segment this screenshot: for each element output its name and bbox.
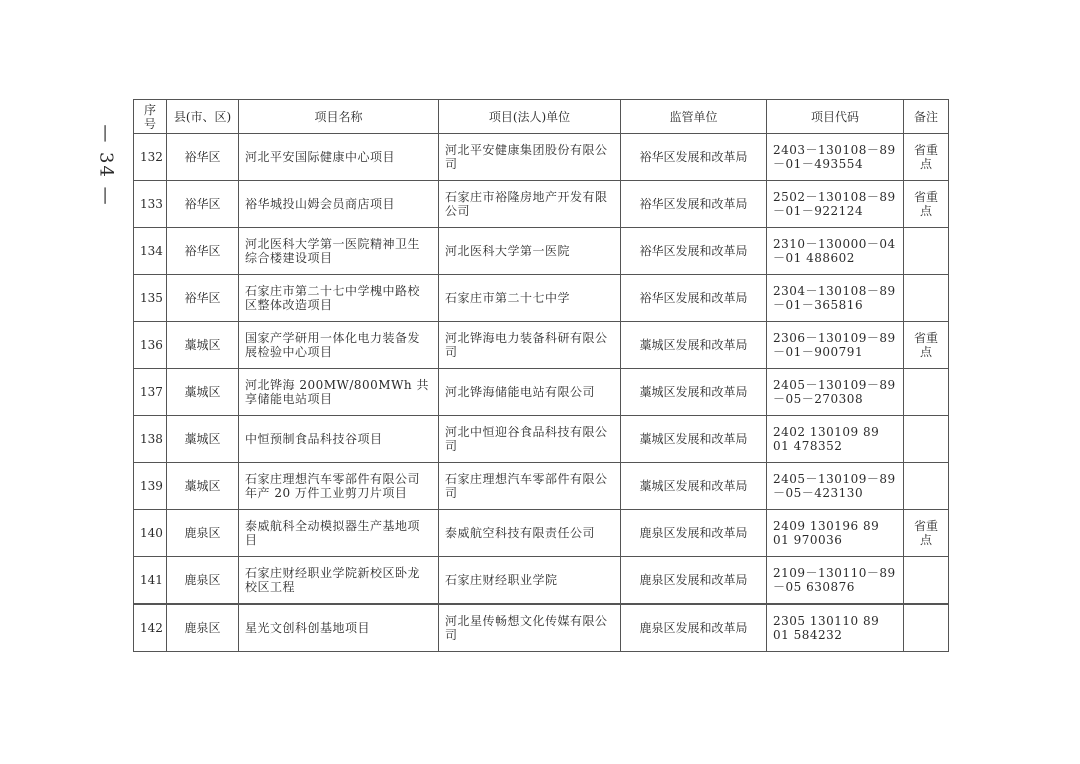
cell-serial: 135 xyxy=(134,275,167,322)
cell-county: 裕华区 xyxy=(167,134,239,181)
cell-project-code: 2305 130110 89 01 584232 xyxy=(767,604,904,652)
cell-supervisor: 裕华区发展和改革局 xyxy=(621,134,767,181)
cell-county: 鹿泉区 xyxy=(167,604,239,652)
cell-legal-unit: 石家庄市裕隆房地产开发有限公司 xyxy=(439,181,621,228)
cell-supervisor: 藁城区发展和改革局 xyxy=(621,416,767,463)
cell-legal-unit: 河北铧海电力装备科研有限公司 xyxy=(439,322,621,369)
cell-project-name: 裕华城投山姆会员商店项目 xyxy=(239,181,439,228)
cell-project-name: 泰威航科全动模拟器生产基地项目 xyxy=(239,510,439,557)
cell-note xyxy=(904,463,949,510)
cell-legal-unit: 石家庄市第二十七中学 xyxy=(439,275,621,322)
cell-note: 省重点 xyxy=(904,134,949,181)
cell-legal-unit: 河北铧海储能电站有限公司 xyxy=(439,369,621,416)
table-row xyxy=(134,181,949,228)
cell-county: 藁城区 xyxy=(167,322,239,369)
table-row xyxy=(134,228,949,275)
cell-serial: 134 xyxy=(134,228,167,275)
cell-project-code: 2310－130000－04－01 488602 xyxy=(767,228,904,275)
cell-county: 裕华区 xyxy=(167,275,239,322)
cell-serial: 142 xyxy=(134,604,167,652)
cell-note xyxy=(904,369,949,416)
cell-county: 裕华区 xyxy=(167,181,239,228)
cell-county: 藁城区 xyxy=(167,369,239,416)
project-table xyxy=(133,99,949,652)
cell-county: 鹿泉区 xyxy=(167,510,239,557)
cell-project-code: 2403－130108－89－01－493554 xyxy=(767,134,904,181)
cell-county: 藁城区 xyxy=(167,463,239,510)
cell-note xyxy=(904,275,949,322)
table-row xyxy=(134,416,949,463)
table-row xyxy=(134,275,949,322)
cell-project-code: 2304－130108－89－01－365816 xyxy=(767,275,904,322)
cell-note: 省重点 xyxy=(904,322,949,369)
table-row xyxy=(134,557,949,605)
table-row xyxy=(134,463,949,510)
table-header-row xyxy=(134,100,949,134)
table-row xyxy=(134,510,949,557)
cell-serial: 138 xyxy=(134,416,167,463)
cell-supervisor: 裕华区发展和改革局 xyxy=(621,275,767,322)
header-county: 县(市、区) xyxy=(167,100,239,134)
table-row xyxy=(134,134,949,181)
cell-legal-unit: 河北中恒迎谷食品科技有限公司 xyxy=(439,416,621,463)
table-row xyxy=(134,322,949,369)
cell-project-name: 国家产学研用一体化电力装备发展检验中心项目 xyxy=(239,322,439,369)
table-row xyxy=(134,604,949,652)
cell-legal-unit: 河北星传畅想文化传媒有限公司 xyxy=(439,604,621,652)
cell-note xyxy=(904,228,949,275)
cell-legal-unit: 泰威航空科技有限责任公司 xyxy=(439,510,621,557)
cell-serial: 136 xyxy=(134,322,167,369)
cell-project-name: 石家庄财经职业学院新校区卧龙校区工程 xyxy=(239,557,439,605)
header-note: 备注 xyxy=(904,100,949,134)
cell-legal-unit: 河北医科大学第一医院 xyxy=(439,228,621,275)
cell-project-code: 2109－130110－89－05 630876 xyxy=(767,557,904,605)
header-project-name: 项目名称 xyxy=(239,100,439,134)
header-supervisor: 监管单位 xyxy=(621,100,767,134)
cell-serial: 139 xyxy=(134,463,167,510)
cell-serial: 133 xyxy=(134,181,167,228)
cell-project-code: 2405－130109－89－05－270308 xyxy=(767,369,904,416)
cell-project-code: 2402 130109 89 01 478352 xyxy=(767,416,904,463)
cell-project-name: 河北医科大学第一医院精神卫生综合楼建设项目 xyxy=(239,228,439,275)
cell-legal-unit: 河北平安健康集团股份有限公司 xyxy=(439,134,621,181)
cell-serial: 141 xyxy=(134,557,167,605)
cell-note xyxy=(904,557,949,605)
page-number-text: — 34 — xyxy=(95,123,117,207)
cell-legal-unit: 石家庄财经职业学院 xyxy=(439,557,621,605)
cell-supervisor: 藁城区发展和改革局 xyxy=(621,322,767,369)
cell-project-name: 石家庄市第二十七中学槐中路校区整体改造项目 xyxy=(239,275,439,322)
cell-supervisor: 藁城区发展和改革局 xyxy=(621,369,767,416)
cell-project-name: 河北平安国际健康中心项目 xyxy=(239,134,439,181)
cell-project-code: 2502－130108－89－01－922124 xyxy=(767,181,904,228)
page-number xyxy=(84,115,128,215)
cell-project-name: 石家庄理想汽车零部件有限公司年产 20 万件工业剪刀片项目 xyxy=(239,463,439,510)
header-serial: 序号 xyxy=(134,100,167,134)
cell-county: 鹿泉区 xyxy=(167,557,239,605)
cell-serial: 132 xyxy=(134,134,167,181)
cell-county: 裕华区 xyxy=(167,228,239,275)
cell-supervisor: 鹿泉区发展和改革局 xyxy=(621,604,767,652)
cell-supervisor: 鹿泉区发展和改革局 xyxy=(621,510,767,557)
cell-project-name: 中恒预制食品科技谷项目 xyxy=(239,416,439,463)
cell-serial: 140 xyxy=(134,510,167,557)
cell-supervisor: 藁城区发展和改革局 xyxy=(621,463,767,510)
cell-project-code: 2405－130109－89－05－423130 xyxy=(767,463,904,510)
cell-supervisor: 鹿泉区发展和改革局 xyxy=(621,557,767,605)
header-project-code: 项目代码 xyxy=(767,100,904,134)
cell-supervisor: 裕华区发展和改革局 xyxy=(621,228,767,275)
table-row xyxy=(134,369,949,416)
cell-county: 藁城区 xyxy=(167,416,239,463)
cell-project-name: 星光文创科创基地项目 xyxy=(239,604,439,652)
cell-note: 省重点 xyxy=(904,181,949,228)
cell-project-code: 2306－130109－89－01－900791 xyxy=(767,322,904,369)
cell-serial: 137 xyxy=(134,369,167,416)
cell-supervisor: 裕华区发展和改革局 xyxy=(621,181,767,228)
cell-note: 省重点 xyxy=(904,510,949,557)
cell-note xyxy=(904,416,949,463)
cell-project-name: 河北铧海 200MW/800MWh 共享储能电站项目 xyxy=(239,369,439,416)
header-legal-unit: 项目(法人)单位 xyxy=(439,100,621,134)
cell-project-code: 2409 130196 89 01 970036 xyxy=(767,510,904,557)
cell-legal-unit: 石家庄理想汽车零部件有限公司 xyxy=(439,463,621,510)
cell-note xyxy=(904,604,949,652)
